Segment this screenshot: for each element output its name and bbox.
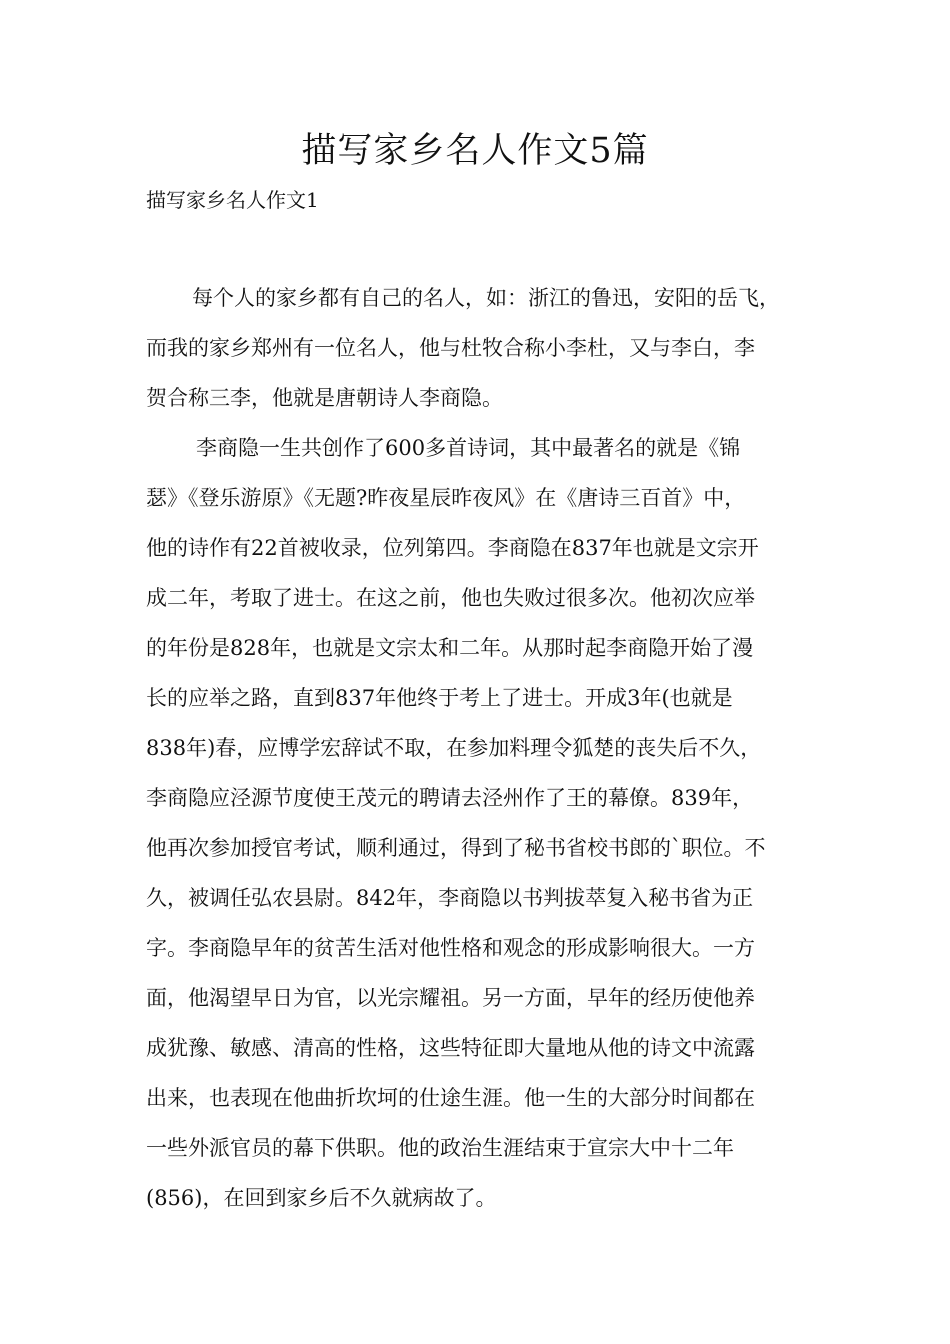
text-line: 一些外派官员的幕下供职。他的政治生涯结束于宣宗大中十二年 xyxy=(146,1136,734,1160)
text-line: 每个人的家乡都有自己的名人，如：浙江的鲁迅，安阳的岳飞， xyxy=(192,286,780,310)
text-line: 成犹豫、敏感、清高的性格，这些特征即大量地从他的诗文中流露 xyxy=(146,1036,755,1060)
text-line: 李商隐应泾源节度使王茂元的聘请去泾州作了王的幕僚。839年， xyxy=(146,786,754,810)
text-line: 久，被调任弘农县尉。842年，李商隐以书判拔萃复入秘书省为正 xyxy=(146,886,754,910)
text-line: 出来，也表现在他曲折坎坷的仕途生涯。他一生的大部分时间都在 xyxy=(146,1086,755,1110)
text-line: 成二年，考取了进士。在这之前，他也失败过很多次。他初次应举 xyxy=(146,586,755,610)
text-line: 838年)春，应博学宏辞试不取，在参加料理令狐楚的丧失后不久， xyxy=(146,736,762,760)
text-line: 的年份是828年，也就是文宗太和二年。从那时起李商隐开始了漫 xyxy=(146,636,754,660)
text-line: 瑟》《登乐游原》《无题?昨夜星辰昨夜风》在《唐诗三百首》中， xyxy=(146,486,746,510)
essay-subtitle: 描写家乡名人作文1 xyxy=(146,188,319,212)
text-line: 他的诗作有22首被收录，位列第四。李商隐在837年也就是文宗开 xyxy=(146,536,759,560)
text-line: 贺合称三李，他就是唐朝诗人李商隐。 xyxy=(146,386,503,410)
text-line: 长的应举之路，直到837年他终于考上了进士。开成3年(也就是 xyxy=(146,686,733,710)
paragraph-2 xyxy=(146,423,836,1223)
text-line: 面，他渴望早日为官，以光宗耀祖。另一方面，早年的经历使他养 xyxy=(146,986,755,1010)
text-line: 而我的家乡郑州有一位名人，他与杜牧合称小李杜，又与李白，李 xyxy=(146,336,755,360)
text-line: 字。李商隐早年的贫苦生活对他性格和观念的形成影响很大。一方 xyxy=(146,936,755,960)
text-line: 李商隐一生共创作了600多首诗词，其中最著名的就是《锦 xyxy=(196,436,741,460)
text-line: (856)，在回到家乡后不久就病故了。 xyxy=(146,1186,497,1210)
paragraph-1 xyxy=(146,273,836,423)
document-title: 描写家乡名人作文5篇 xyxy=(301,131,649,171)
text-line: 他再次参加授官考试，顺利通过，得到了秘书省校书郎的`职位。不 xyxy=(146,836,766,860)
